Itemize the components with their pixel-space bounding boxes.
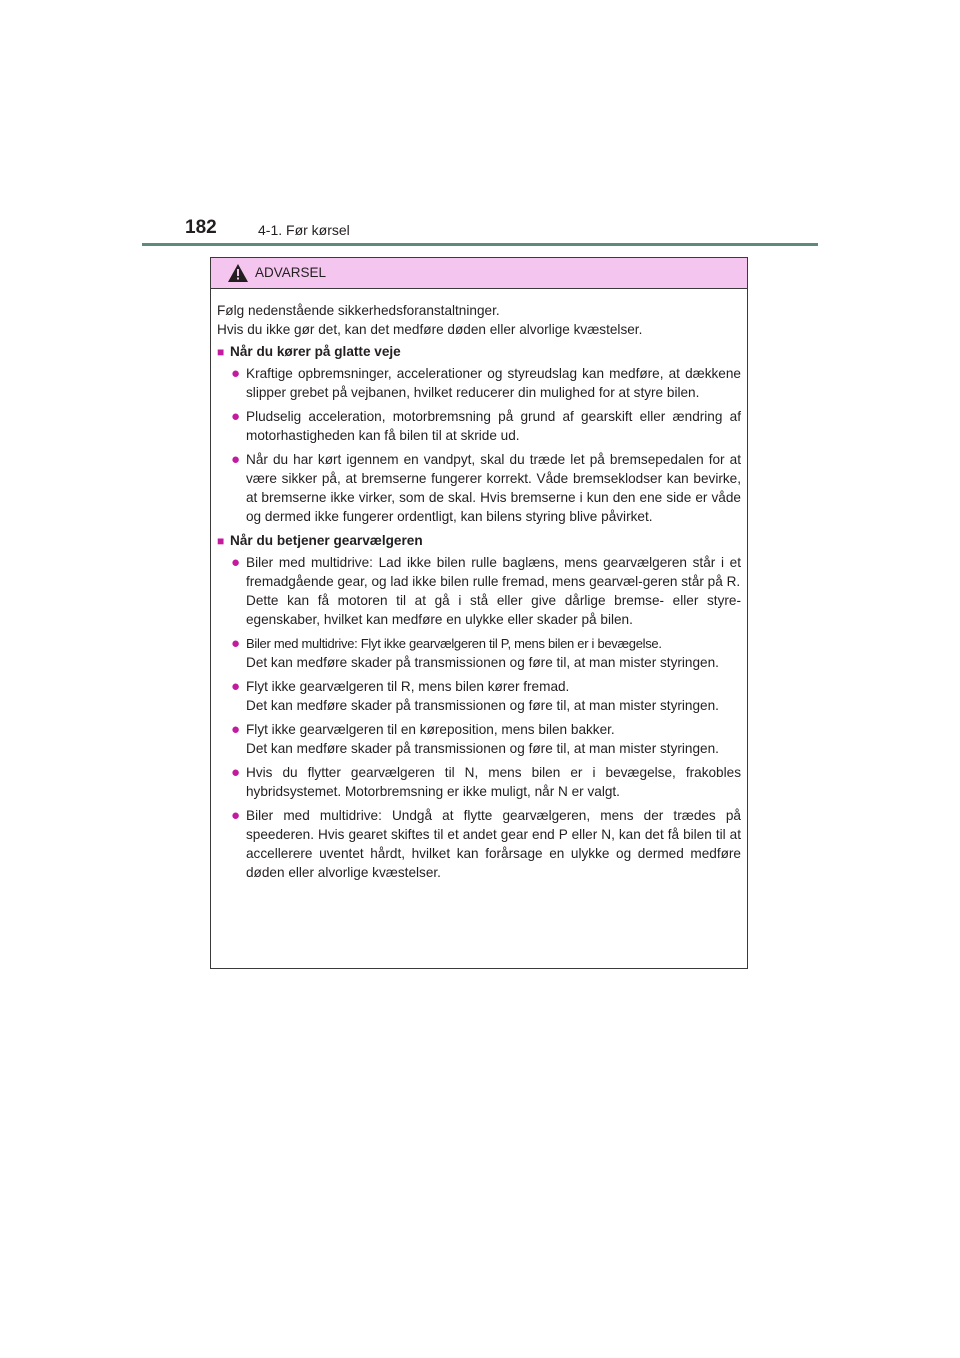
section-heading: [217, 531, 741, 551]
square-bullet-icon: ■: [217, 345, 225, 359]
bullet-icon: ●: [231, 408, 241, 425]
section-title: 4-1. Før kørsel: [258, 222, 350, 238]
item-text: Biler med multidrive: Undgå at flytte gearvælgeren, mens der trædes på speederen. Hvis gearet skiftes til et andet gear end P eller N, kan det få bilen til at accellerere uventet hårdt, hvilket kan forårsage en ulykke og dermed medføre døden eller alvorlige kvæstelser.: [246, 808, 741, 880]
page-number: 182: [185, 217, 217, 238]
bullet-icon: ●: [231, 807, 241, 824]
item-text: Det kan medføre skader på transmissionen og føre til, at man mister styringen.: [246, 741, 719, 756]
section-title-text: Når du kører på glatte veje: [230, 344, 401, 359]
item-text: Biler med multidrive: Flyt ikke gearvælgeren til P, mens bilen er i bevægelse.: [246, 636, 662, 651]
list-item: [231, 553, 741, 629]
header-rule: [142, 243, 818, 246]
item-text: Kraftige opbremsninger, accelerationer og styreudslag kan medføre, at dækkene slipper grebet på vejbanen, hvilket reducerer din mulighed for at styre bilen.: [246, 366, 741, 400]
list-item: [231, 634, 741, 672]
item-text: Hvis du flytter gearvælgeren til N, mens bilen er i bevægelse, frakobles hybridsystemet. Motorbremsning er ikke muligt, når N er valgt.: [246, 765, 741, 799]
list-item: [231, 364, 741, 402]
item-text: Flyt ikke gearvælgeren til en køreposition, mens bilen bakker.: [246, 722, 615, 737]
item-text: Det kan medføre skader på transmissionen og føre til, at man mister styringen.: [246, 698, 719, 713]
bullet-icon: ●: [231, 678, 241, 695]
item-text: Når du har kørt igennem en vandpyt, skal du træde let på bremsepedalen for at være sikker på, at bremserne fungerer korrekt. Våde bremseklodser kan bevirke, at bremserne ikke virker, som de skal. Hvis bremserne i kun den ene side er våde og dermed ikke fungerer ordentligt, kan bilens styring blive påvirket.: [246, 452, 741, 524]
item-text: Dette kan få motoren til at gå i stå eller give dårlige bremse- eller styre-egenskaber, hvilket kan medføre en ulykke eller skader på bilen.: [246, 593, 741, 627]
section-heading: [217, 342, 741, 362]
warning-triangle-icon: [228, 264, 248, 282]
list-item: [231, 450, 741, 526]
item-text: Flyt ikke gearvælgeren til R, mens bilen kører fremad.: [246, 679, 570, 694]
warning-header: [211, 258, 747, 289]
square-bullet-icon: ■: [217, 534, 225, 548]
list-item: [231, 677, 741, 715]
warning-box: [210, 257, 748, 969]
warning-body: [211, 289, 747, 882]
list-item: [231, 407, 741, 445]
section-title-text: Når du betjener gearvælgeren: [230, 533, 423, 548]
bullet-icon: ●: [231, 365, 241, 382]
bullet-icon: ●: [231, 721, 241, 738]
list-item: [231, 720, 741, 758]
list-item: [231, 806, 741, 882]
bullet-icon: ●: [231, 764, 241, 781]
list-item: [231, 763, 741, 801]
item-text: Biler med multidrive: Lad ikke bilen rulle baglæns, mens gearvælgeren står i et fremadgående gear, og lad ikke bilen rulle fremad, mens gearvæl-geren står på R.: [246, 555, 741, 589]
section-slippery-roads: [217, 342, 741, 526]
bullet-icon: ●: [231, 451, 241, 468]
warning-intro: [217, 301, 741, 339]
item-text: Pludselig acceleration, motorbremsning på grund af gearskift eller ændring af motorhastigheden kan få bilen til at skride ud.: [246, 409, 741, 443]
section-gear-selector: [217, 531, 741, 882]
page-header: [0, 0, 960, 250]
item-text: Det kan medføre skader på transmissionen og føre til, at man mister styringen.: [246, 655, 719, 670]
bullet-icon: ●: [231, 635, 241, 652]
warning-label: ADVARSEL: [255, 265, 327, 280]
intro-line: Følg nedenstående sikkerhedsforanstaltninger.: [217, 303, 500, 318]
intro-line: Hvis du ikke gør det, kan det medføre døden eller alvorlige kvæstelser.: [217, 322, 643, 337]
bullet-icon: ●: [231, 554, 241, 571]
